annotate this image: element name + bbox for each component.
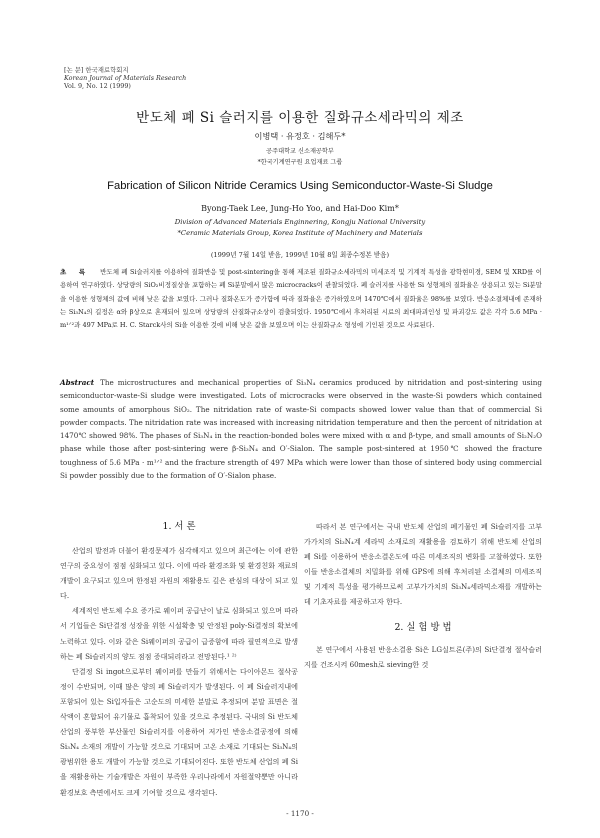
intro-paragraph: 세계적인 반도체 수요 증가로 웨이퍼 공급난이 날로 심화되고 있으며 따라서 기업들은 Si단결정 성장을 위한 시설확충 및 안정된 poly-Si결정의 확보에 노력하고 있다. 이와 같은 Si웨이퍼의 공급이 급증함에 따라 필연적으로 발생하는 폐 Si슬러지의 양도 점점 증대되리라고 전망된다.¹ ²⁾ bbox=[60, 606, 298, 661]
intro-paragraph: 산업의 발전과 더불어 환경문제가 심각해지고 있으며 최근에는 이에 관한 연구의 중요성이 점점 심화되고 있다. 이에 따라 환경조화 및 환경친화 재료의 개발이 요구되고 있으며 한정된 자원의 재활용도 깊은 관심의 대상이 되고 있다. bbox=[60, 546, 298, 601]
journal-name: Korean Journal of Materials Research bbox=[64, 74, 187, 82]
english-affiliation-1: Division of Advanced Materials Enginnering, Kongju National University bbox=[174, 218, 426, 226]
right-column bbox=[304, 519, 542, 672]
intro-paragraph: 단결정 Si ingot으로부터 웨이퍼를 만들기 위해서는 다이아몬드 절삭공정이 수반되며, 이때 많은 양의 폐 Si슬러지가 발생된다. 이 폐 Si슬러지내에 포함되어 있는 Si입자들은 고순도의 미세한 분말로 추정되며 분말 표면은 절삭액이 혼합되어 유기물로 흡착되어 있을 것으로 추정된다. 국내의 Si 반도체 산업의 풍부한 부산물인 Si슬러지를 이용하여 저가인 반응소결공정에 의해 Si₃N₄ 소재의 개발이 가능할 것으로 기대되며 고온 소재로 기대되는 Si₃N₄의 광범위한 용도 개발이 가능할 것으로 기대되어진다. 또한 반도체 산업의 폐 Si을 재활용하는 기술개발은 자원이 부족한 우리나라에서 자원절약뿐만 아니라 환경보호 측면에서도 크게 기여할 것으로 생각된다. bbox=[60, 666, 298, 797]
intro-paragraph: 따라서 본 연구에서는 국내 반도체 산업의 폐기물인 폐 Si슬러지를 고부가가치의 Si₃N₄계 세라믹 소재로의 재활용을 검토하기 위해 반도체 산업의 폐 Si를 이용하여 반응소결온도에 따른 미세조직의 변화를 고찰하였다. 또한 이들 반응소결체의 치밀화를 위해 GPS에 의해 후처리된 소결체의 미세조직 및 기계적 특성을 평가하므로써 고부가가치의 Si₃N₄세라믹소재를 개발하는데 기초자료를 제공하고자 한다. bbox=[304, 522, 542, 607]
section-1-title: 1. 서 론 bbox=[162, 521, 196, 532]
english-title: Fabrication of Silicon Nitride Ceramics Using Semiconductor-Waste-Si Sludge bbox=[107, 180, 493, 192]
korean-abstract-text: 반도체 폐 Si슬러지를 이용하여 질화반응 및 post-sintering을 통해 제조된 질화규소세라믹의 미세조직 및 기계적 특성을 광학현미경, SEM 및 XRD를 이용하여 연구하였다. 상당량의 SiO₂비정질상을 포함하는 폐 Si분말에서 많은 microcracks이 관찰되었다. 폐 슬러지를 사용한 Si 성형체의 질화율은 상용되고 있는 Si분말을 이용한 성형체의 값에 비해 낮은 값을 보였다. 그러나 질화온도가 증가함에 따라 질화율은 증가하였으며 1470℃에서 질화율은 98%를 보였다. 반응소결체내에 존재하는 Si₃N₄의 길정은 α와 β상으로 혼재되어 있으며 상당량의 산질화규소상이 검출되었다. 1950℃에서 후처리된 시료의 최대파괴인성 및 파괴강도 값은 각각 5.6 MPa · m¹ᐟ²과 497 MPa로 H. C. Starck사의 Si을 이용한 것에 비해 낮은 값을 보였으며 이는 산질화규소 형성에 기인된 것으로 사료된다. bbox=[60, 268, 542, 330]
korean-authors: 이병택 · 유정호 · 김해두* bbox=[254, 131, 346, 141]
english-abstract-label: Abstract bbox=[60, 378, 95, 387]
korean-abstract bbox=[60, 266, 542, 332]
page-number: - 1170 - bbox=[286, 809, 314, 818]
journal-volume: Vol. 9, No. 12 (1999) bbox=[64, 82, 131, 90]
left-column bbox=[60, 519, 298, 800]
english-authors: Byong-Taek Lee, Jung-Ho Yoo, and Hai-Doo Kim* bbox=[201, 204, 399, 213]
journal-header bbox=[64, 66, 186, 90]
methods-paragraph: 본 연구에서 사용된 반응소결용 Si은 LG실트론(주)의 Si단결정 절삭슬러지를 건조시켜 60mesh로 sieving한 것 bbox=[304, 644, 542, 669]
korean-affiliation-2: *한국기계연구원 요업재료 그룹 bbox=[257, 159, 343, 166]
korean-abstract-label: 초 록 bbox=[60, 268, 91, 276]
korean-title: 반도체 폐 Si 슬러지를 이용한 질화규소세라믹의 제조 bbox=[136, 110, 464, 126]
korean-affiliation-1: 공주대학교 신소재공학부 bbox=[266, 148, 334, 155]
english-abstract-text: The microstructures and mechanical properties of Si₃N₄ ceramics produced by nitridation and post-sintering using semiconductor-waste-Si sludge were investigated. Lots of microcracks were observed in the waste-Si powders which contained some amounts of amorphous SiO₂. The nitridation rate of waste-Si compacts showed lower value than that of commercial Si powder compacts. The nitridation rate was increased with increasing nitridation temperature and then the percent of nitridation at 1470℃ showed 98%. The phases of Si₃N₄ in the reaction-bonded boles were mixed with α and β-type, and small amounts of Si₂N₂O phase while those after post-sintering were β-Si₃N₄ and O′-Sialon. The sample post-sintered at 1950℃ showed the fracture toughness of 5.6 MPa · m¹ᐟ² and the fracture strength of 497 MPa which were lower than those of sintered body using commercial Si powder possibly due to the formation of O′-Sialon phase. bbox=[60, 378, 542, 481]
received-dates: (1999년 7월 14일 받음, 1999년 10월 8일 최종수정본 받음) bbox=[210, 251, 390, 259]
section-2-title: 2. 실 험 방 법 bbox=[394, 621, 452, 633]
english-abstract bbox=[60, 376, 542, 482]
journal-header-line1: [논 문] 한국재료학회지 bbox=[64, 66, 129, 74]
english-affiliation-2: *Ceramic Materials Group, Korea Institute of Machinery and Materials bbox=[177, 229, 423, 237]
